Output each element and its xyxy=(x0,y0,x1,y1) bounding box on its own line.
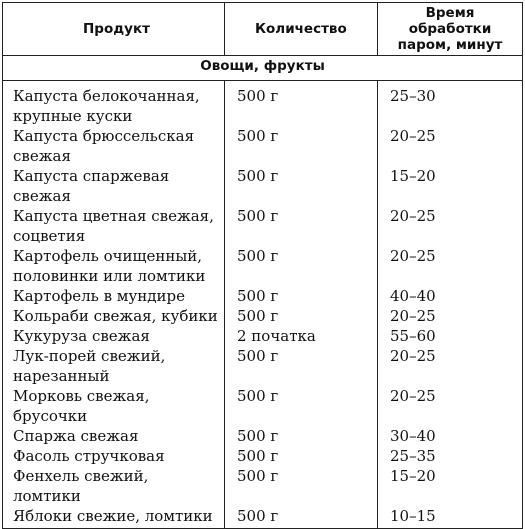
section-title: Овощи, фрукты xyxy=(3,56,523,81)
cell-product: Морковь свежая, брусочки xyxy=(3,386,225,426)
cell-quantity: 500 г xyxy=(225,506,378,529)
cell-time: 20–25 xyxy=(378,246,523,286)
cell-time: 20–25 xyxy=(378,306,523,326)
table-row xyxy=(3,386,523,426)
section-row xyxy=(3,56,523,81)
cell-quantity: 500 г xyxy=(225,246,378,286)
table-row xyxy=(3,326,523,346)
table-row xyxy=(3,206,523,246)
cell-time: 20–25 xyxy=(378,386,523,426)
table-row xyxy=(3,506,523,529)
table-row xyxy=(3,466,523,506)
cell-product: Яблоки свежие, ломтики xyxy=(3,506,225,529)
cell-time: 30–40 xyxy=(378,426,523,446)
table-row xyxy=(3,81,523,127)
cell-quantity: 500 г xyxy=(225,386,378,426)
cell-product: Лук-порей свежий, нарезанный xyxy=(3,346,225,386)
cell-time: 20–25 xyxy=(378,206,523,246)
cell-quantity: 500 г xyxy=(225,466,378,506)
cell-quantity: 500 г xyxy=(225,426,378,446)
table-row xyxy=(3,286,523,306)
header-row xyxy=(3,3,523,56)
steaming-table xyxy=(2,2,523,529)
cell-time: 20–25 xyxy=(378,346,523,386)
cell-time: 10–15 xyxy=(378,506,523,529)
cell-product: Фасоль стручковая xyxy=(3,446,225,466)
header-quantity: Количество xyxy=(225,3,378,56)
cell-quantity: 500 г xyxy=(225,306,378,326)
table-row xyxy=(3,426,523,446)
cell-quantity: 500 г xyxy=(225,446,378,466)
cell-quantity: 2 початка xyxy=(225,326,378,346)
cell-quantity: 500 г xyxy=(225,286,378,306)
cell-product: Капуста цветная свежая, соцветия xyxy=(3,206,225,246)
cell-time: 15–20 xyxy=(378,166,523,206)
header-time: Время обработки паром, минут xyxy=(378,3,523,56)
cell-quantity: 500 г xyxy=(225,206,378,246)
cell-quantity: 500 г xyxy=(225,126,378,166)
cell-time: 25–30 xyxy=(378,81,523,127)
cell-time: 40–40 xyxy=(378,286,523,306)
cell-product: Картофель очищенный, половинки или ломтики xyxy=(3,246,225,286)
table-row xyxy=(3,446,523,466)
cell-product: Спаржа свежая xyxy=(3,426,225,446)
cell-quantity: 500 г xyxy=(225,346,378,386)
table-row xyxy=(3,346,523,386)
cell-time: 20–25 xyxy=(378,126,523,166)
cell-time: 25–35 xyxy=(378,446,523,466)
cell-time: 15–20 xyxy=(378,466,523,506)
cell-product: Кукуруза свежая xyxy=(3,326,225,346)
table-row xyxy=(3,246,523,286)
cell-product: Капуста брюссельская свежая xyxy=(3,126,225,166)
cell-product: Фенхель свежий, ломтики xyxy=(3,466,225,506)
cell-product: Капуста спаржевая свежая xyxy=(3,166,225,206)
cell-product: Картофель в мундире xyxy=(3,286,225,306)
cell-time: 55–60 xyxy=(378,326,523,346)
cell-quantity: 500 г xyxy=(225,81,378,127)
cell-product: Кольраби свежая, кубики xyxy=(3,306,225,326)
cell-quantity: 500 г xyxy=(225,166,378,206)
table-row xyxy=(3,306,523,326)
cell-product: Капуста белокочанная, крупные куски xyxy=(3,81,225,127)
header-product: Продукт xyxy=(3,3,225,56)
table-row xyxy=(3,166,523,206)
table-row xyxy=(3,126,523,166)
